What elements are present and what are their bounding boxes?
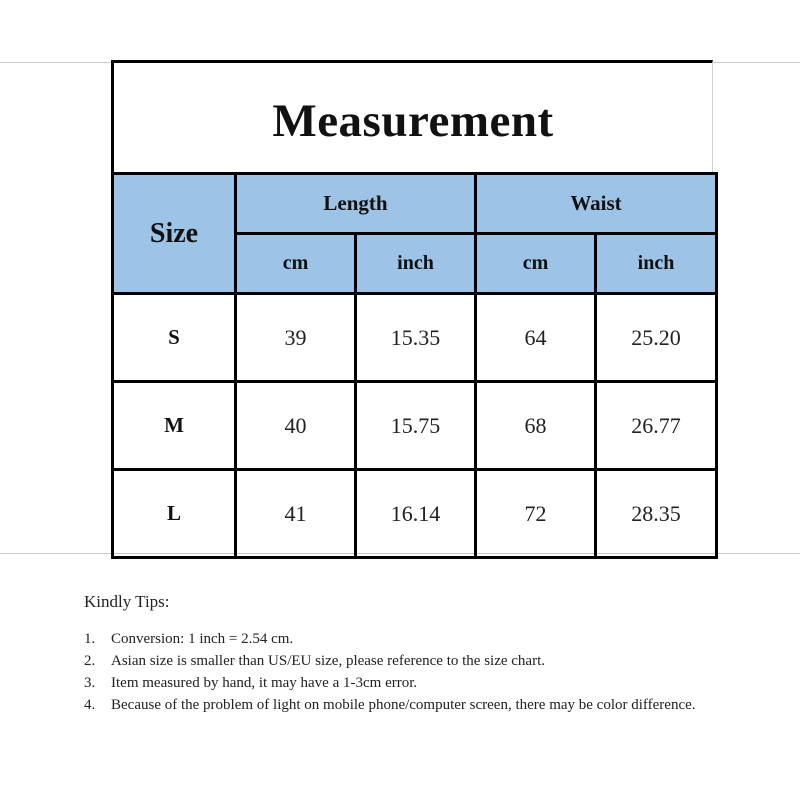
tips-title: Kindly Tips: (84, 592, 170, 611)
list-item-number: 3. (84, 675, 96, 691)
list-item (84, 672, 724, 694)
length-inch-header: inch (356, 234, 476, 294)
list-item-text: Because of the problem of light on mobile phone/computer screen, there may be color difference. (111, 697, 696, 713)
list-item-text: Conversion: 1 inch = 2.54 cm. (111, 631, 294, 647)
size-cell: L (113, 470, 236, 558)
list-item (84, 694, 724, 716)
waist-cm-header: cm (476, 234, 596, 294)
length-cm-header: cm (236, 234, 356, 294)
chart-title: Measurement (272, 94, 554, 147)
size-table (111, 172, 718, 559)
waist-inch-cell: 25.20 (596, 294, 717, 382)
list-item (84, 650, 724, 672)
list-item-text: Asian size is smaller than US/EU size, please reference to the size chart. (111, 653, 545, 669)
size-header: Size (113, 174, 236, 294)
waist-cm-cell: 72 (476, 470, 596, 558)
header-row-groups (113, 174, 717, 234)
length-cm-cell: 39 (236, 294, 356, 382)
title-box (111, 60, 713, 172)
kindly-tips (84, 592, 724, 716)
length-inch-cell: 15.75 (356, 382, 476, 470)
list-item (84, 628, 724, 650)
waist-header: Waist (476, 174, 717, 234)
table-row (113, 382, 717, 470)
waist-inch-header: inch (596, 234, 717, 294)
list-item-number: 4. (84, 697, 96, 713)
length-header: Length (236, 174, 476, 234)
waist-inch-cell: 26.77 (596, 382, 717, 470)
list-item-text: Item measured by hand, it may have a 1-3cm error. (111, 675, 418, 691)
tips-list (84, 628, 724, 716)
list-item-number: 1. (84, 631, 96, 647)
size-cell: S (113, 294, 236, 382)
length-inch-cell: 15.35 (356, 294, 476, 382)
list-item-number: 2. (84, 653, 96, 669)
table-row (113, 470, 717, 558)
length-cm-cell: 41 (236, 470, 356, 558)
table-row (113, 294, 717, 382)
length-cm-cell: 40 (236, 382, 356, 470)
waist-inch-cell: 28.35 (596, 470, 717, 558)
size-cell: M (113, 382, 236, 470)
waist-cm-cell: 64 (476, 294, 596, 382)
size-chart (111, 60, 715, 556)
length-inch-cell: 16.14 (356, 470, 476, 558)
waist-cm-cell: 68 (476, 382, 596, 470)
